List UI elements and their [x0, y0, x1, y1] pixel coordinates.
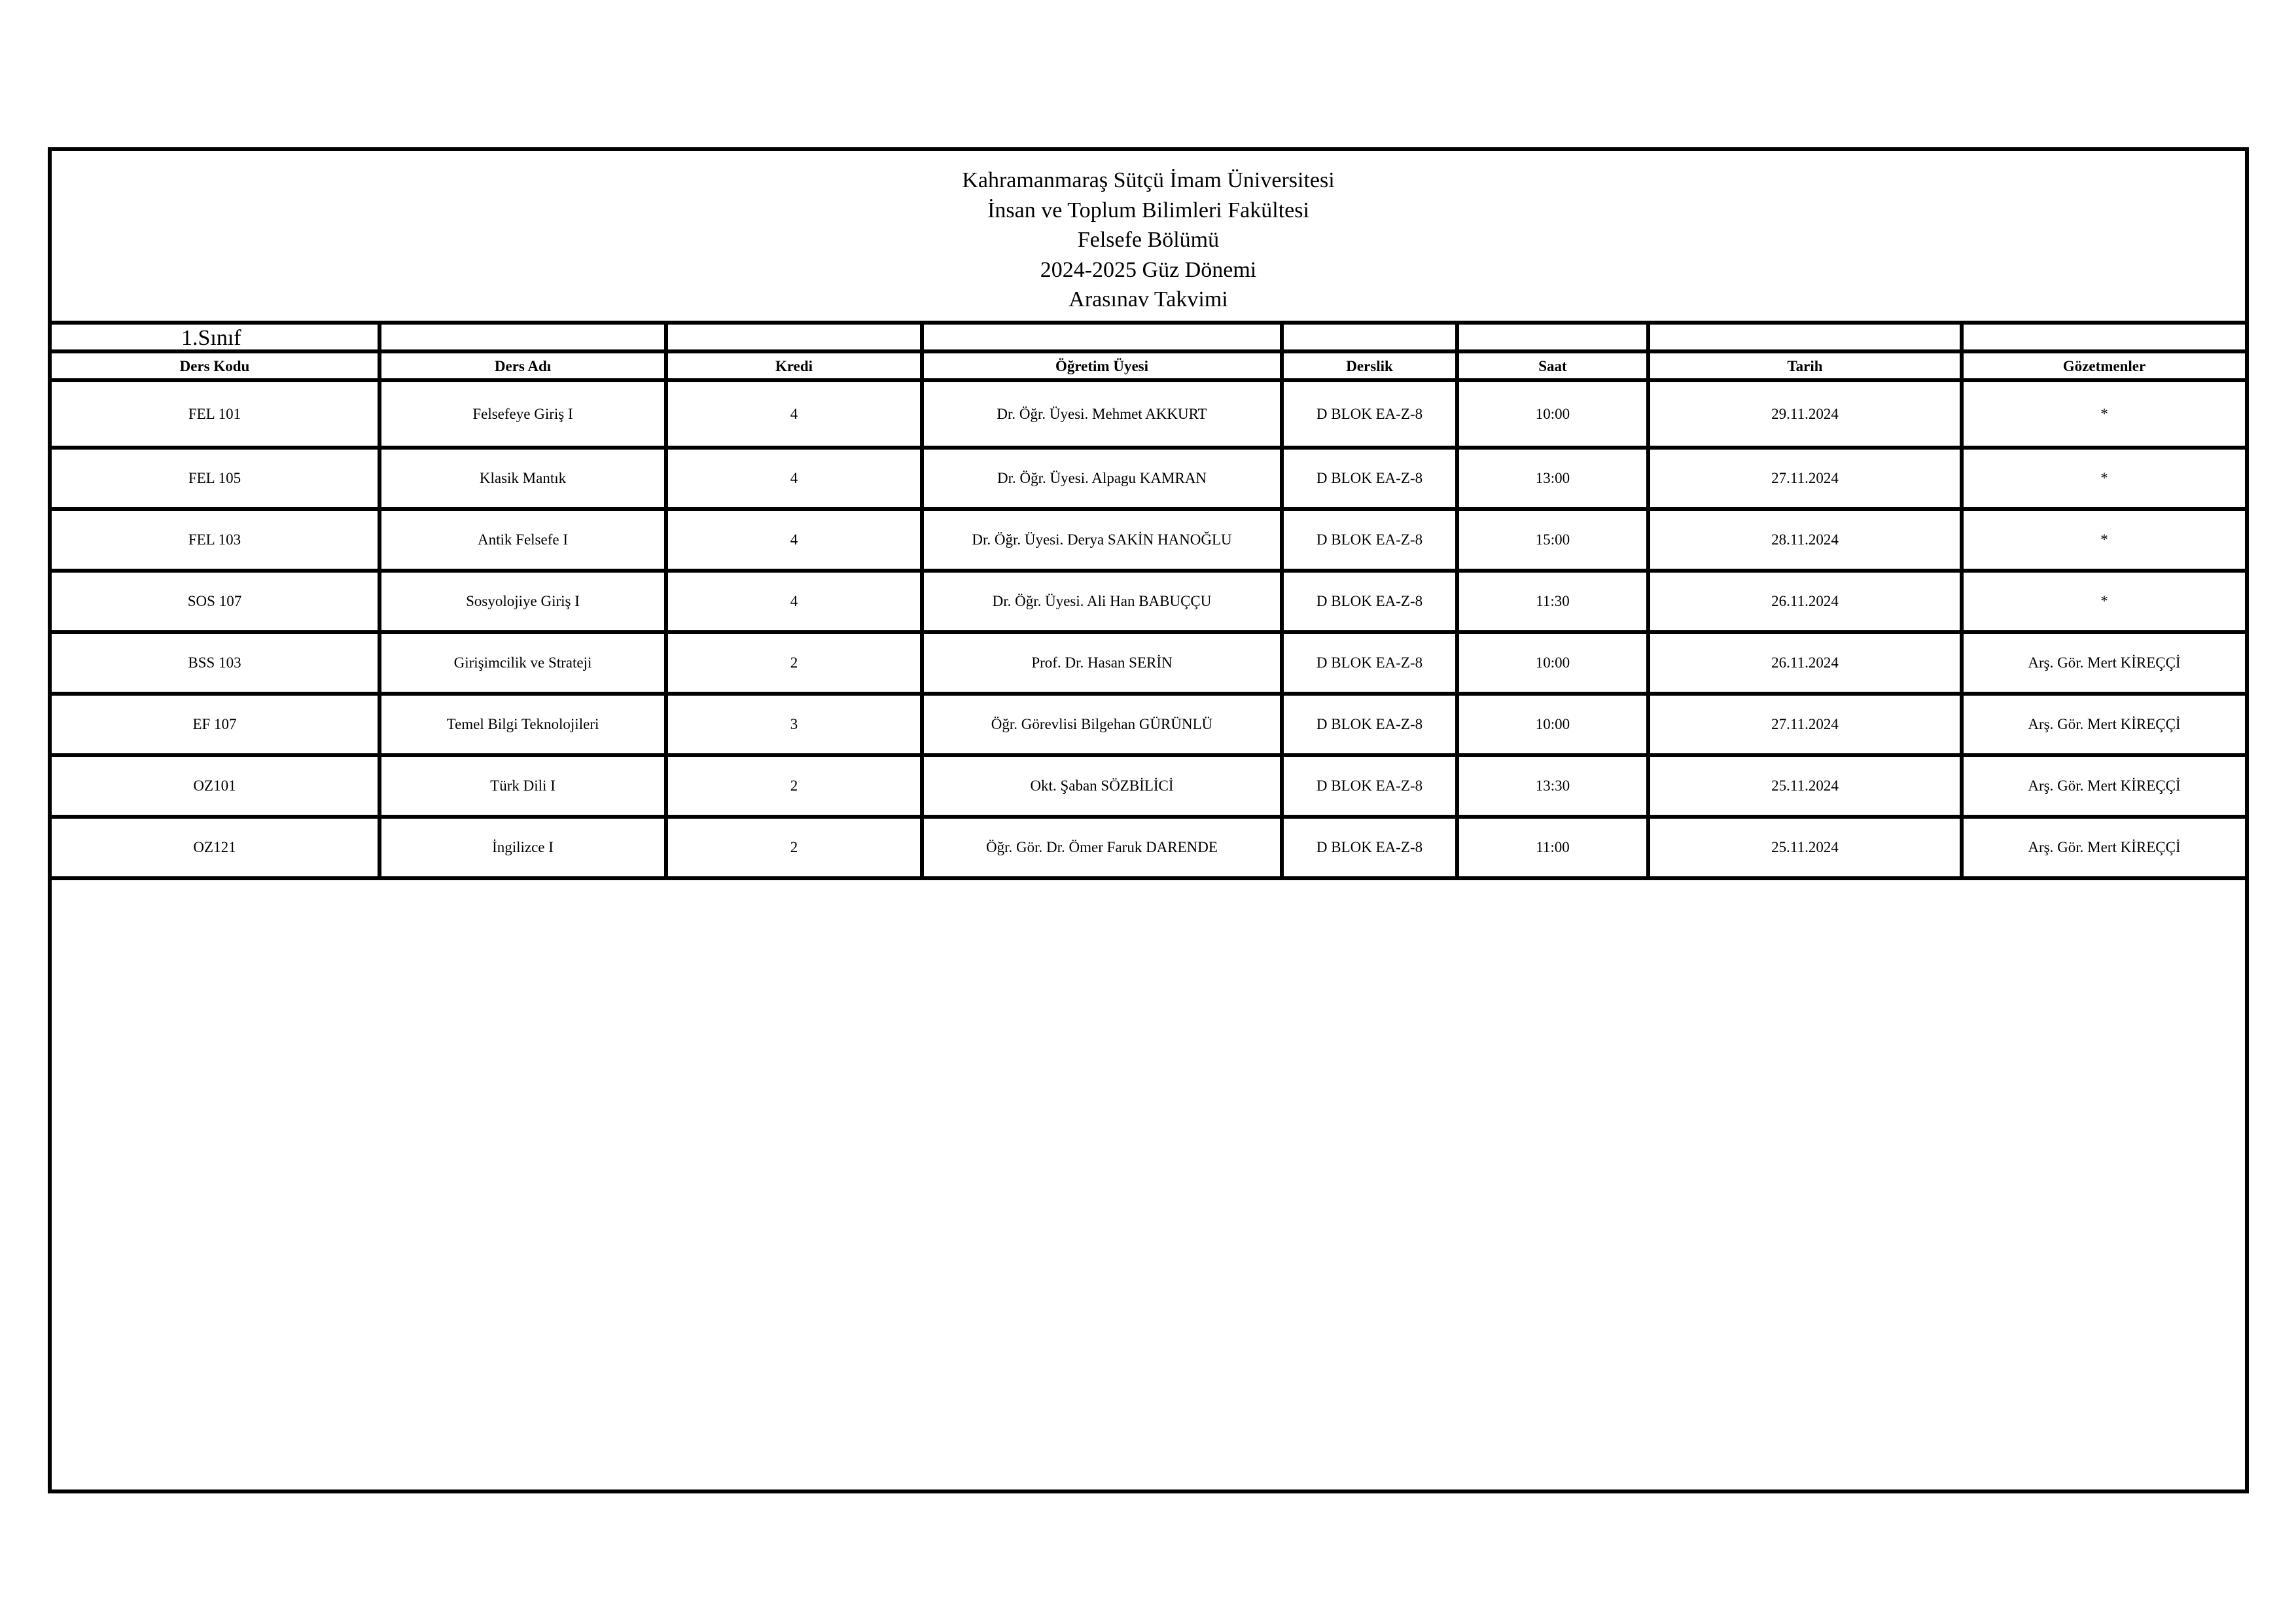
university-name: Kahramanmaraş Sütçü İmam Üniversitesi	[962, 168, 1335, 192]
exam-date: 29.11.2024	[1648, 380, 1962, 448]
proctors: *	[1962, 509, 2245, 571]
exam-date: 27.11.2024	[1648, 448, 1962, 509]
course-code: OZ121	[52, 817, 380, 878]
class-row	[52, 323, 2245, 351]
exam-date: 26.11.2024	[1648, 571, 1962, 632]
instructor: Dr. Öğr. Üyesi. Alpagu KAMRAN	[922, 448, 1282, 509]
exam-date: 25.11.2024	[1648, 755, 1962, 817]
course-name: Temel Bilgi Teknolojileri	[380, 694, 666, 755]
course-name: Türk Dili I	[380, 755, 666, 817]
credit: 2	[666, 755, 922, 817]
table-row	[52, 755, 2245, 817]
credit: 3	[666, 694, 922, 755]
course-code: SOS 107	[52, 571, 380, 632]
column-header: Öğretim Üyesi	[922, 351, 1282, 380]
classroom: D BLOK EA-Z-8	[1282, 632, 1457, 694]
exam-time: 15:00	[1457, 509, 1648, 571]
document-header	[52, 151, 2245, 325]
faculty-name: İnsan ve Toplum Bilimleri Fakültesi	[987, 198, 1309, 223]
proctors: Arş. Gör. Mert KİREÇÇİ	[1962, 817, 2245, 878]
credit: 2	[666, 817, 922, 878]
course-code: EF 107	[52, 694, 380, 755]
classroom: D BLOK EA-Z-8	[1282, 817, 1457, 878]
empty-cell	[666, 323, 922, 351]
exam-time: 10:00	[1457, 632, 1648, 694]
exam-time: 13:00	[1457, 448, 1648, 509]
exam-time: 10:00	[1457, 694, 1648, 755]
schedule-title: Arasınav Takvimi	[1069, 287, 1228, 312]
proctors: Arş. Gör. Mert KİREÇÇİ	[1962, 632, 2245, 694]
class-label: 1.Sınıf	[52, 323, 380, 351]
exam-date: 28.11.2024	[1648, 509, 1962, 571]
column-header: Ders Adı	[380, 351, 666, 380]
column-header: Kredi	[666, 351, 922, 380]
column-header: Ders Kodu	[52, 351, 380, 380]
classroom: D BLOK EA-Z-8	[1282, 571, 1457, 632]
classroom: D BLOK EA-Z-8	[1282, 380, 1457, 448]
course-code: FEL 103	[52, 509, 380, 571]
proctors: Arş. Gör. Mert KİREÇÇİ	[1962, 694, 2245, 755]
exam-time: 11:30	[1457, 571, 1648, 632]
credit: 4	[666, 509, 922, 571]
instructor: Dr. Öğr. Üyesi. Ali Han BABUÇÇU	[922, 571, 1282, 632]
credit: 4	[666, 448, 922, 509]
instructor: Öğr. Görevlisi Bilgehan GÜRÜNLÜ	[922, 694, 1282, 755]
instructor: Dr. Öğr. Üyesi. Mehmet AKKURT	[922, 380, 1282, 448]
column-header: Derslik	[1282, 351, 1457, 380]
course-code: BSS 103	[52, 632, 380, 694]
exam-schedule-sheet	[48, 147, 2249, 1493]
instructor: Dr. Öğr. Üyesi. Derya SAKİN HANOĞLU	[922, 509, 1282, 571]
exam-time: 11:00	[1457, 817, 1648, 878]
classroom: D BLOK EA-Z-8	[1282, 509, 1457, 571]
course-name: Klasik Mantık	[380, 448, 666, 509]
exam-time: 13:30	[1457, 755, 1648, 817]
course-code: FEL 105	[52, 448, 380, 509]
exam-date: 25.11.2024	[1648, 817, 1962, 878]
course-code: OZ101	[52, 755, 380, 817]
empty-cell	[1282, 323, 1457, 351]
table-row	[52, 380, 2245, 448]
empty-cell	[1962, 323, 2245, 351]
semester-label: 2024-2025 Güz Dönemi	[1040, 257, 1257, 282]
empty-cell	[1648, 323, 1962, 351]
proctors: *	[1962, 571, 2245, 632]
instructor: Okt. Şaban SÖZBİLİCİ	[922, 755, 1282, 817]
table-row	[52, 571, 2245, 632]
exam-date: 26.11.2024	[1648, 632, 1962, 694]
classroom: D BLOK EA-Z-8	[1282, 694, 1457, 755]
table-row	[52, 694, 2245, 755]
course-name: Girişimcilik ve Strateji	[380, 632, 666, 694]
department-name: Felsefe Bölümü	[1077, 228, 1220, 252]
table-row	[52, 632, 2245, 694]
column-header-row	[52, 351, 2245, 380]
column-header: Gözetmenler	[1962, 351, 2245, 380]
course-name: Antik Felsefe I	[380, 509, 666, 571]
table-row	[52, 448, 2245, 509]
table-row	[52, 817, 2245, 878]
proctors: Arş. Gör. Mert KİREÇÇİ	[1962, 755, 2245, 817]
course-name: Felsefeye Giriş I	[380, 380, 666, 448]
proctors: *	[1962, 448, 2245, 509]
instructor: Prof. Dr. Hasan SERİN	[922, 632, 1282, 694]
exam-time: 10:00	[1457, 380, 1648, 448]
course-name: Sosyolojiye Giriş I	[380, 571, 666, 632]
instructor: Öğr. Gör. Dr. Ömer Faruk DARENDE	[922, 817, 1282, 878]
classroom: D BLOK EA-Z-8	[1282, 448, 1457, 509]
course-name: İngilizce I	[380, 817, 666, 878]
classroom: D BLOK EA-Z-8	[1282, 755, 1457, 817]
credit: 4	[666, 571, 922, 632]
empty-cell	[1457, 323, 1648, 351]
exam-schedule-table	[52, 321, 2245, 880]
empty-cell	[380, 323, 666, 351]
course-code: FEL 101	[52, 380, 380, 448]
column-header: Tarih	[1648, 351, 1962, 380]
exam-date: 27.11.2024	[1648, 694, 1962, 755]
empty-cell	[922, 323, 1282, 351]
table-row	[52, 509, 2245, 571]
proctors: *	[1962, 380, 2245, 448]
column-header: Saat	[1457, 351, 1648, 380]
credit: 2	[666, 632, 922, 694]
credit: 4	[666, 380, 922, 448]
